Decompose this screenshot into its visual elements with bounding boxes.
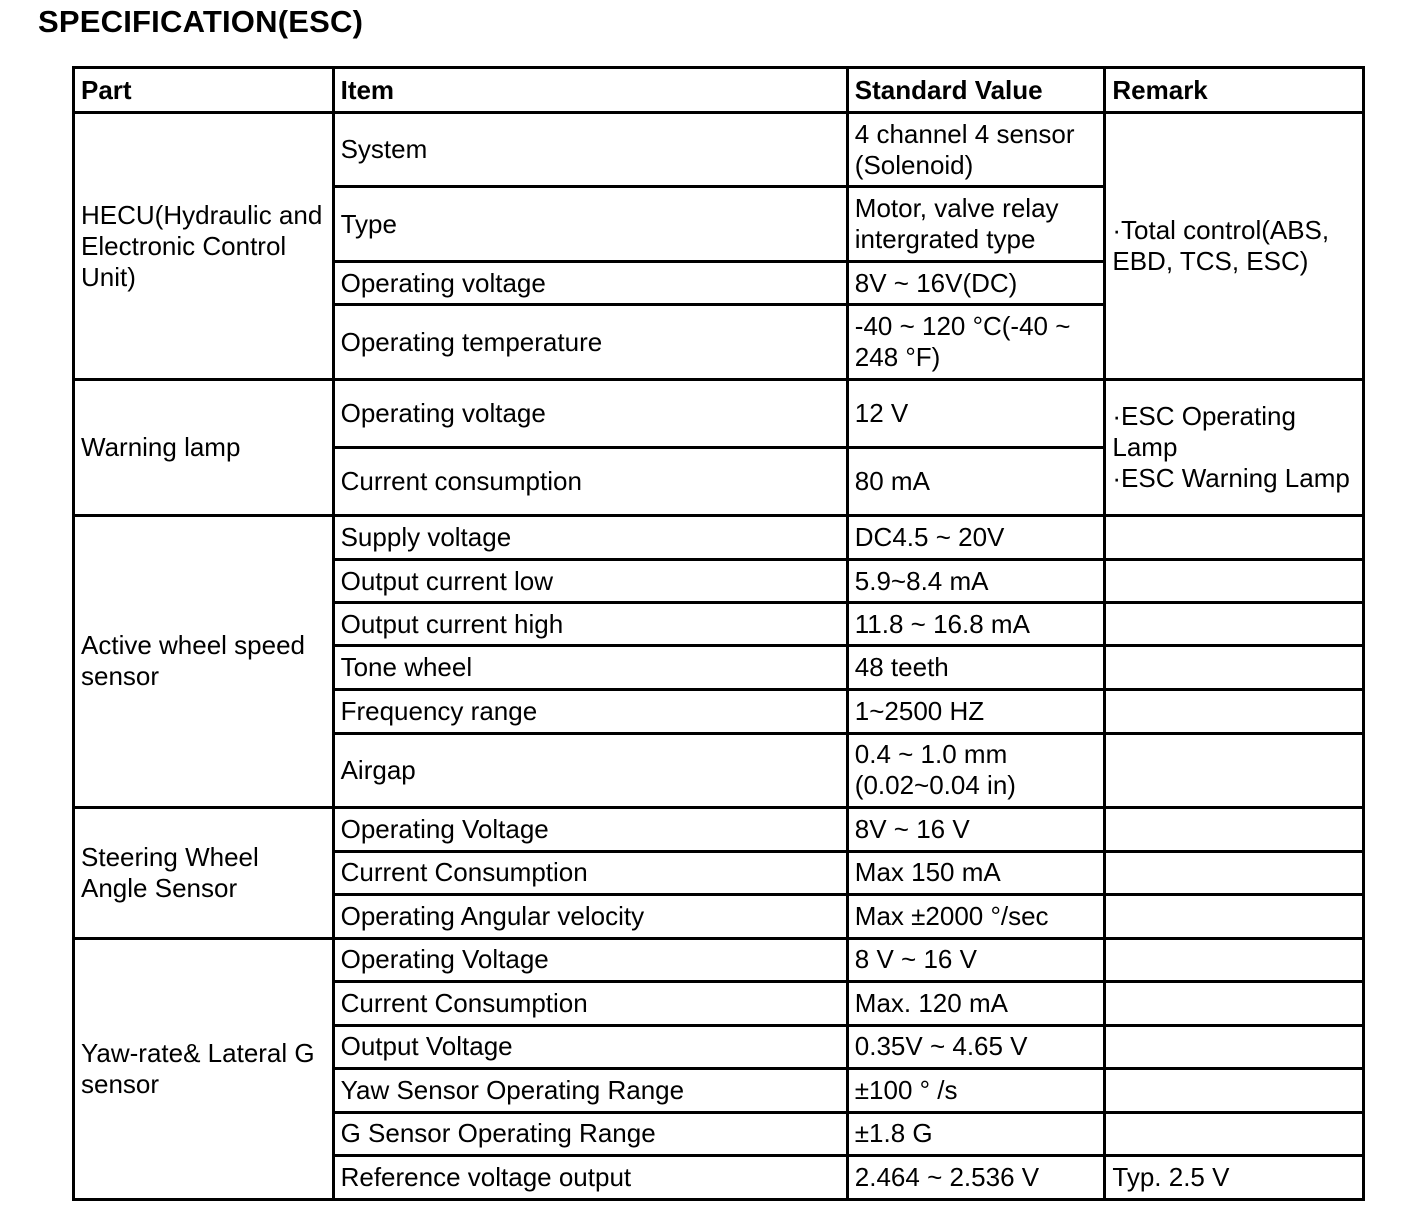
item-cell: Output Voltage [333, 1025, 847, 1068]
item-cell: Current Consumption [333, 851, 847, 894]
remark-cell [1105, 807, 1364, 851]
value-cell: 0.35V ~ 4.65 V [847, 1025, 1105, 1068]
remark-cell [1105, 603, 1364, 646]
item-cell: Operating Voltage [333, 938, 847, 981]
remark-cell [1105, 1025, 1364, 1068]
remark-cell [1105, 690, 1364, 733]
item-cell: System [333, 113, 847, 187]
item-cell: Airgap [333, 733, 847, 807]
value-cell: 1~2500 HZ [847, 690, 1105, 733]
value-cell: 11.8 ~ 16.8 mA [847, 603, 1105, 646]
remark-line: ·Total control(ABS, EBD, TCS, ESC) [1112, 215, 1330, 277]
remark-cell [1105, 894, 1364, 938]
remark-cell-hecu [1105, 113, 1364, 380]
value-cell: Motor, valve relay intergrated type [847, 187, 1105, 262]
item-cell: Tone wheel [333, 646, 847, 690]
value-cell: 5.9~8.4 mA [847, 560, 1105, 603]
value-cell: 8V ~ 16V(DC) [847, 262, 1105, 305]
table-header-row [74, 68, 1364, 113]
part-cell-hecu: HECU(Hydraulic and Electronic Control Unit) [74, 113, 334, 380]
item-cell: Operating temperature [333, 305, 847, 380]
header-part: Part [74, 68, 334, 113]
item-cell: Operating voltage [333, 380, 847, 448]
remark-cell-warning-lamp [1105, 380, 1364, 516]
value-cell: Max ±2000 °/sec [847, 894, 1105, 938]
header-standard-value: Standard Value [847, 68, 1105, 113]
table-row [74, 380, 1364, 448]
remark-cell [1105, 560, 1364, 603]
remark-cell [1105, 981, 1364, 1025]
value-cell: 8 V ~ 16 V [847, 938, 1105, 981]
value-cell: -40 ~ 120 °C(-40 ~ 248 °F) [847, 305, 1105, 380]
item-cell: Frequency range [333, 690, 847, 733]
table-row [74, 807, 1364, 851]
value-cell: 2.464 ~ 2.536 V [847, 1155, 1105, 1199]
page-title: SPECIFICATION(ESC) [38, 4, 364, 39]
item-cell: Operating voltage [333, 262, 847, 305]
item-cell: Current Consumption [333, 981, 847, 1025]
specification-table [72, 66, 1365, 1201]
item-cell: G Sensor Operating Range [333, 1112, 847, 1155]
item-cell: Current consumption [333, 448, 847, 516]
item-cell: Type [333, 187, 847, 262]
item-cell: Output current high [333, 603, 847, 646]
table-row [74, 938, 1364, 981]
table-row [74, 516, 1364, 560]
remark-cell [1105, 516, 1364, 560]
remark-cell [1105, 1068, 1364, 1112]
value-cell: 80 mA [847, 448, 1105, 516]
value-cell: 4 channel 4 sensor (Solenoid) [847, 113, 1105, 187]
item-cell: Operating Angular velocity [333, 894, 847, 938]
item-cell: Reference voltage output [333, 1155, 847, 1199]
remark-cell [1105, 851, 1364, 894]
value-cell: 48 teeth [847, 646, 1105, 690]
table-row [74, 113, 1364, 187]
part-cell-wheel-speed-sensor: Active wheel speed sensor [74, 516, 334, 807]
part-cell-yaw-rate-sensor: Yaw-rate& Lateral G sensor [74, 938, 334, 1199]
value-cell: 0.4 ~ 1.0 mm (0.02~0.04 in) [847, 733, 1105, 807]
item-cell: Yaw Sensor Operating Range [333, 1068, 847, 1112]
value-cell: 12 V [847, 380, 1105, 448]
remark-line: ·ESC Warning Lamp [1112, 463, 1350, 494]
value-cell: ±100 ° /s [847, 1068, 1105, 1112]
remark-cell [1105, 733, 1364, 807]
value-cell: 8V ~ 16 V [847, 807, 1105, 851]
header-remark: Remark [1105, 68, 1364, 113]
value-cell: Max. 120 mA [847, 981, 1105, 1025]
item-cell: Output current low [333, 560, 847, 603]
item-cell: Supply voltage [333, 516, 847, 560]
remark-line: ·ESC Operating Lamp [1112, 401, 1296, 463]
part-cell-steering-sensor: Steering Wheel Angle Sensor [74, 807, 334, 938]
remark-cell [1105, 646, 1364, 690]
value-cell: DC4.5 ~ 20V [847, 516, 1105, 560]
header-item: Item [333, 68, 847, 113]
value-cell: Max 150 mA [847, 851, 1105, 894]
part-cell-warning-lamp: Warning lamp [74, 380, 334, 516]
remark-cell: Typ. 2.5 V [1105, 1155, 1364, 1199]
value-cell: ±1.8 G [847, 1112, 1105, 1155]
remark-cell [1105, 938, 1364, 981]
remark-cell [1105, 1112, 1364, 1155]
item-cell: Operating Voltage [333, 807, 847, 851]
